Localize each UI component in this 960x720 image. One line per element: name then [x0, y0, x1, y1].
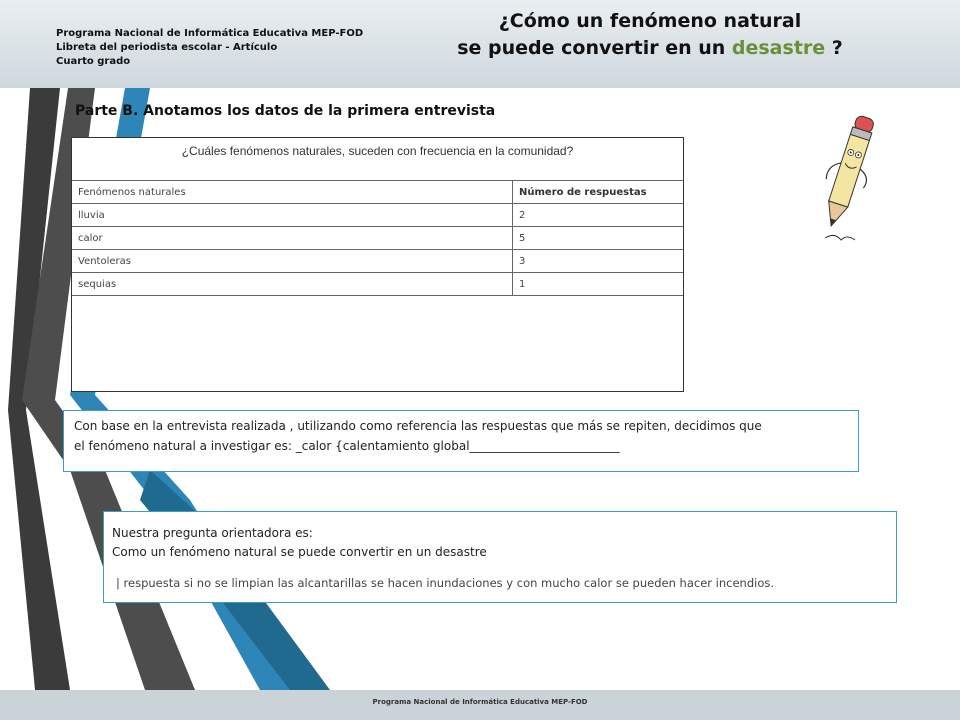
table-row [72, 204, 683, 227]
guiding-question-box [103, 511, 897, 603]
conclusion-box [63, 410, 859, 472]
responses-cell: 5 [513, 227, 684, 250]
empty-cell [72, 296, 683, 381]
responses-cell: 3 [513, 250, 684, 273]
table-header-row [72, 181, 683, 204]
guide-heading: Nuestra pregunta orientadora es: [112, 526, 313, 540]
title-line-1: ¿Cómo un fenómeno natural [498, 10, 802, 32]
title-line-2-start: se puede convertir en un [457, 37, 732, 59]
table-row [72, 273, 683, 296]
guide-answer[interactable]: respuesta si no se limpian las alcantarillas se hacen inundaciones y con mucho calor se pueden hacer incendios. [123, 576, 774, 590]
conclusion-line-1: Con base en la entrevista realizada , utilizando como referencia las respuestas que más se repiten, decidimos que [74, 419, 762, 433]
notebook-name: Libreta del periodista escolar - Artículo [56, 42, 278, 53]
table-row [72, 250, 683, 273]
pencil-mascot-icon [815, 110, 875, 250]
column-header-phenomenon: Fenómenos naturales [72, 181, 513, 204]
responses-cell: 2 [513, 204, 684, 227]
column-header-responses: Número de respuestas [513, 181, 684, 204]
footer-bar [0, 690, 960, 720]
phenomenon-cell: sequias [72, 273, 513, 296]
responses-cell: 1 [513, 273, 684, 296]
survey-question: ¿Cuáles fenómenos naturales, suceden con frecuencia en la comunidad? [181, 144, 574, 158]
guide-answer-row [112, 574, 888, 593]
survey-table-box [71, 137, 684, 392]
phenomenon-cell: calor [72, 227, 513, 250]
title-highlight: desastre [731, 37, 826, 59]
program-name: Programa Nacional de Informática Educativa MEP-FOD [56, 28, 364, 39]
grade-label: Cuarto grado [56, 56, 131, 67]
footer-text: Programa Nacional de Informática Educativa MEP-FOD [372, 698, 588, 706]
phenomenon-cell: Ventoleras [72, 250, 513, 273]
phenomenon-cell: lluvia [72, 204, 513, 227]
pencil-body-icon [815, 111, 875, 232]
empty-table-row [72, 296, 683, 381]
text-cursor-icon: | [116, 576, 124, 590]
title-line-2-end: ? [825, 37, 843, 59]
guide-question: Como un fenómeno natural se puede convertir en un desastre [112, 545, 487, 559]
survey-table [72, 180, 683, 380]
table-row [72, 227, 683, 250]
conclusion-line-2: el fenómeno natural a investigar es: _calor {calentamiento global_________________________ [74, 439, 620, 453]
part-b-title: Parte B. Anotamos los datos de la primera entrevista [75, 103, 496, 119]
